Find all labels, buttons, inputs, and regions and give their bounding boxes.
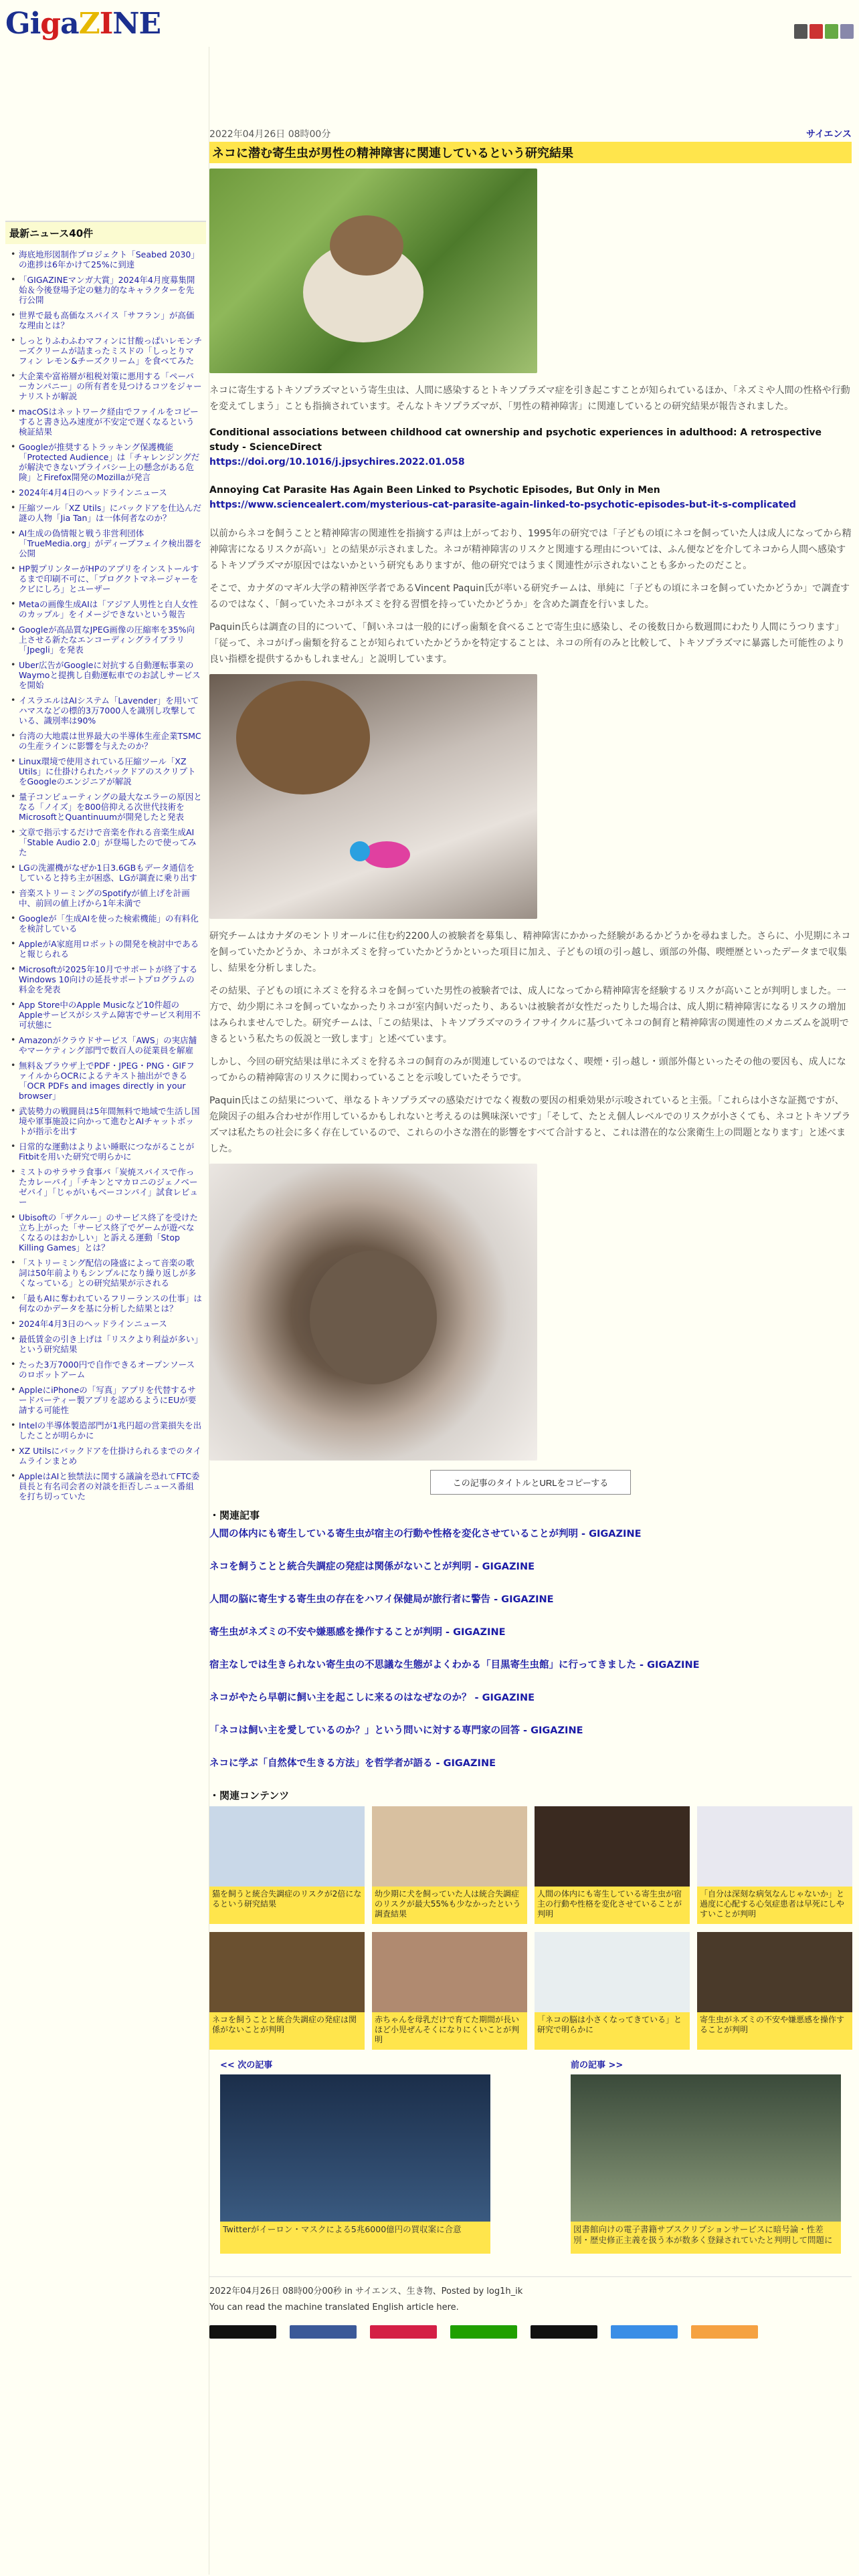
news-list-item[interactable]: • 無料＆ブラウザ上でPDF・JPEG・PNG・GIFファイルからOCRによるテキスト抽出ができる「OCR PDFs and images directly in your browser」 (5, 1058, 206, 1103)
header-icon-row (794, 24, 854, 39)
related-content-card[interactable] (372, 1806, 527, 1924)
article-meta (209, 127, 852, 140)
paragraph-3: そこで、カナダのマギル大学の精神医学者であるVincent Paquin氏が率いる研究チームは、単純に「子どもの頃にネコを飼っていたかどうか」で調査するのではなく、「飼っていたネコがネズミを狩る習慣を持っていたかどうか」を含めた調査を行いました。 (209, 583, 850, 610)
related-content-thumbnail[interactable] (372, 1806, 527, 1887)
user-icon[interactable] (840, 24, 854, 39)
news-list-item[interactable]: • AppleはAIと独禁法に関する議論を恐れてFTC委員長と有名司会者の対談を拒否しニュース番組を打ち切っていた (5, 1469, 206, 1504)
news-list-item[interactable]: • Metaの画像生成AIは「アジア人男性と白人女性のカップル」をイメージできないという報告 (5, 597, 206, 622)
news-list-item[interactable]: • 音楽ストリーミングのSpotifyが値上げを計画中、前回の値上げから1年未満で (5, 885, 206, 911)
related-content-thumbnail[interactable] (535, 1932, 690, 2012)
related-content-caption[interactable]: 幼少期に犬を飼っていた人は統合失調症のリスクが最大55%も少なかったという調査結果 (372, 1887, 527, 1924)
news-list-item[interactable]: • 海底地形図制作プロジェクト「Seabed 2030」の進捗は6年かけて25%に到達 (5, 247, 206, 272)
news-list-item[interactable]: • Googleが「生成AIを使った検索機能」の有料化を検討している (5, 911, 206, 936)
news-list-item[interactable]: • AppleにiPhoneの「写真」アプリを代替するサードパーティー製アプリを認めるようにEUが要請する可能性 (5, 1382, 206, 1418)
paragraph-2: 以前からネコを飼うことと精神障害の関連性を指摘する声は上がっており、1995年の研究では「子どもの頃にネコを飼っていた人は成人になってから精神障害になるリスクが高い」との結果が示されました。ネコが精神障害のリスクと関連する理由については、ふん便などを介してネコから人間へ感染するトキソプラズマが原因ではないかという研究もありますが、他の研究ではうまく関連性が示されないことも多かったのだこと。 (209, 528, 852, 571)
category-link[interactable]: サイエンス (805, 129, 852, 140)
related-content-thumbnail[interactable] (697, 1806, 852, 1887)
sidebar-heading: 最新ニュース40件 (5, 221, 206, 244)
source-reference-1 (209, 425, 852, 469)
latest-news-list (5, 244, 206, 1504)
bluesky-share-icon[interactable] (611, 2325, 678, 2339)
news-list-item[interactable]: • AI生成の偽情報と戦う非営利団体「TrueMedia.org」がディープフェイク検出器を公開 (5, 526, 206, 561)
hatena-share-icon[interactable] (691, 2325, 758, 2339)
source-reference-2 (209, 483, 852, 512)
related-content-card[interactable] (209, 1806, 365, 1924)
news-list-item[interactable]: • Uber広告がGoogleに対抗する自動運転事業のWaymoと提携し自動運転車でのお試しサービスを開始 (5, 657, 206, 693)
next-article-label[interactable]: << 次の記事 (220, 2060, 273, 2070)
news-list-item[interactable]: • LGの洗濯機がなぜか1日3.6GBもデータ通信をしていると持ち主が困惑、LGが調査に乗り出す (5, 860, 206, 885)
related-content-caption[interactable]: 猫を飼うと統合失調症のリスクが2倍になるという研究結果 (209, 1887, 365, 1924)
related-articles-heading: ・関連記事 (209, 1509, 260, 1521)
paragraph-intro: ネコに寄生するトキソプラズマという寄生虫は、人間に感染するとトキソプラズマ症を引き起こすことが知られているほか、「ネズミや人間の性格や行動を変えてしまう」ことも指摘されています。そんなトキソプラズマが、「男性の精神障害」に関連しているとの研究結果が報告されました。 (209, 385, 850, 412)
news-list-item[interactable]: • イスラエルはAIシステム「Lavender」を用いてハマスなどの標的3万7000人を識別し攻撃している、識別率は90% (5, 693, 206, 728)
footer-posted-line: 2022年04月26日 08時00分00秒 in サイエンス、生き物、Posted by log1h_ik (209, 2286, 523, 2296)
news-list-item[interactable]: • しっとりふわふわマフィンに甘酸っぱいレモンチーズクリームが詰まったミスドの「しっとりマフィン レモン&チーズクリーム」を食べてみた (5, 333, 206, 368)
news-list-item[interactable]: • Googleが高品質なJPEG画像の圧縮率を35%向上させる新たなエンコーディングライブラリ「Jpegli」を発表 (5, 622, 206, 657)
footer-english-line[interactable]: You can read the machine translated English article here. (209, 2302, 459, 2313)
news-list-item[interactable]: • Microsoftが2025年10月でサポートが終了するWindows 10向けの延長サポートプログラムの料金を発表 (5, 962, 206, 997)
related-article-link[interactable]: 人間の脳に寄生する寄生虫の存在をハワイ保健局が旅行者に警告 - GIGAZINE (209, 1594, 554, 1605)
related-content-heading: ・関連コンテンツ (209, 1790, 290, 1802)
related-content-caption[interactable]: ネコを飼うことと統合失調症の発症は関係がないことが判明 (209, 2012, 365, 2050)
site-header (0, 0, 859, 48)
calico-cat-photo (209, 169, 537, 373)
news-list-item[interactable]: • 台湾の大地震は世界最大の半導体生産企業TSMCの生産ラインに影響を与えたのか？ (5, 728, 206, 754)
news-list-item[interactable]: • 最低賃金の引き上げは「リスクより利益が多い」という研究結果 (5, 1331, 206, 1357)
news-list-item[interactable]: • AppleがA家庭用ロボットの開発を検討中であると報じられる (5, 936, 206, 962)
related-content-card[interactable] (535, 1932, 690, 2050)
news-list-item[interactable]: • 圧縮ツール「XZ Utils」にバックドアを仕込んだ謎の人物「Jia Tan」は一体何者なのか？ (5, 500, 206, 526)
article-footer (209, 2276, 852, 2339)
x-share-icon[interactable] (209, 2325, 276, 2339)
news-list-item[interactable]: • Googleが推奨するトラッキング保護機能「Protected Audience」は「チャレンジングだが解決できないプライバシー上の懸念がある危険」とFirefox開発のMozillaが発言 (5, 439, 206, 485)
gigazine-logo[interactable]: GigaZINE (5, 7, 161, 41)
previous-article-label[interactable]: 前の記事 >> (571, 2060, 624, 2070)
tabby-cat-in-pot-photo (209, 1164, 537, 1461)
news-list-item[interactable]: • ミストのサラサラ食事パ「炭焼スパイスで作ったカレーパイ」「チキンとマカロニのジェノベーゼパイ」「じゃがいもベーコンパイ」試食レビュー (5, 1164, 206, 1210)
next-article[interactable] (220, 2058, 490, 2254)
news-list-item[interactable]: • 2024年4月3日のヘッドラインニュース (5, 1316, 206, 1331)
paragraph-7: しかし、今回の研究結果は単にネズミを狩るネコの飼育のみが関連しているのではなく、喫煙・引っ越し・頭部外傷といったその他の要因も、成人になってからの精神障害のリスクに関わっていることを示唆していたそうです。 (209, 1057, 846, 1083)
related-content-caption[interactable]: 「ネコの脳は小さくなってきている」と研究で明らかに (535, 2012, 690, 2050)
related-content-thumbnail[interactable] (372, 1932, 527, 2012)
next-article-caption[interactable]: Twitterがイーロン・マスクによる5兆6000億円の買収案に合意 (220, 2222, 490, 2254)
copy-title-url-button[interactable]: この記事のタイトルとURLをコピーする (430, 1470, 631, 1495)
related-articles-list (209, 1526, 852, 1769)
previous-article-thumbnail[interactable] (571, 2074, 841, 2222)
paragraph-6: その結果、子どもの頃にネズミを狩るネコを飼っていた男性の被験者では、成人になってから精神障害を経験するリスクが高いことが判明しました。一方で、幼少期にネコを飼っていなかったりネコが室内飼いだったり、あるいは被験者が女性だったりした場合は、成人期に精神障害になるリスクの増加はみられませんでした。研究チームは、「この結果は、トキソプラズマのライフサイクルに基づいてネコの飼育と精神障害の関連性のメカニズムを説明できるという私たちの仮説と一致します」と述べています。 (209, 986, 849, 1045)
news-list-item[interactable]: • 日常的な運動はよりよい睡眠につながることがFitbitを用いた研究で明らかに (5, 1139, 206, 1164)
paragraph-4: Paquin氏らは調査の目的について、「飼いネコは一般的にげっ歯類を食べることで寄生虫に感染し、その後数日から数週間にわたり人間にうつります」「従って、ネコがげっ歯類を狩ることが知られていたかどうかを特定することは、ネコの所有のみと比較して、トキソプラズマに暴露した可能性のより良い指標を提供するかもしれません」と説明しています。 (209, 622, 846, 665)
source-title-2: Annoying Cat Parasite Has Again Been Linked to Psychotic Episodes, But Only in Men (209, 485, 660, 496)
rss-icon[interactable] (825, 24, 838, 39)
related-content-card[interactable] (372, 1932, 527, 2050)
facebook-share-icon[interactable] (290, 2325, 357, 2339)
news-list-item[interactable]: • 量子コンピューティングの最大なエラーの原因となる「ノイズ」を800倍抑える次世代技術をMicrosoftとQuantinuumが開発したと発表 (5, 789, 206, 825)
news-list-item[interactable]: • Ubisoftの「ザクルー」のサービス終了を受けた立ち上がった「サービス終了でゲームが遊べなくなるのはおかしい」と訴える運動「Stop Killing Games」とは？ (5, 1210, 206, 1255)
news-list-item[interactable]: • 2024年4月4日のヘッドラインニュース (5, 485, 206, 500)
related-content-caption[interactable]: 「自分は深刻な病気なんじゃないか」と過度に心配する心気症患者は早死にしやすいことが判明 (697, 1887, 852, 1924)
related-content-grid (209, 1806, 852, 2050)
related-content-thumbnail[interactable] (535, 1806, 690, 1887)
news-list-item[interactable]: • 「最もAIに奪われているフリーランスの仕事」は何なのかデータを基に分析した結果とは？ (5, 1291, 206, 1316)
menu-icon[interactable] (794, 24, 807, 39)
related-content-thumbnail[interactable] (209, 1806, 365, 1887)
pocket-share-icon[interactable] (370, 2325, 437, 2339)
news-list-item[interactable]: • 「ストリーミング配信の隆盛によって音楽の歌詞は50年前よりもシンプルになり繰り返しが多くなっている」との研究結果が示される (5, 1255, 206, 1291)
cat-with-toy-mouse-photo (209, 674, 537, 919)
next-article-thumbnail[interactable] (220, 2074, 490, 2222)
news-list-item[interactable]: • 武装勢力の戦闘員は5年間無料で地域で生活し国境や軍事施設に向かって進むとAIチャットボットが指示を出す (5, 1103, 206, 1139)
source-link-2[interactable]: https://www.sciencealert.com/mysterious-cat-parasite-again-linked-to-psychotic-episodes-but-it-s-complicated (209, 500, 796, 510)
related-content-card[interactable] (535, 1806, 690, 1924)
related-content-card[interactable] (697, 1932, 852, 2050)
related-article-link[interactable]: 「ネコは飼い主を愛しているのか？」という問いに対する専門家の回答 - GIGAZINE (209, 1725, 583, 1736)
news-list-item[interactable]: • Intelの半導体製造部門が1兆円超の営業損失を出したことが明らかに (5, 1418, 206, 1443)
related-article-link[interactable]: ネコに学ぶ「自然体で生きる方法」を哲学者が語る - GIGAZINE (209, 1758, 496, 1769)
related-article-link[interactable]: ネコがやたら早朝に飼い主を起こしに来るのはなぜなのか？ - GIGAZINE (209, 1693, 535, 1703)
paragraph-5: 研究チームはカナダのモントリオールに住む約2200人の被験者を募集し、精神障害にかかった経験があるかどうかを尋ねました。さらに、小児期にネコを飼っていたかどうか、ネコがネズミを狩っていたかどうかといった項目に加え、子どもの頃の引っ越し、頭部の外傷、喫煙歴といったデータまで収集し、結果を分析しました。 (209, 931, 851, 974)
related-article-link[interactable]: 寄生虫がネズミの不安や嫌悪感を操作することが判明 - GIGAZINE (209, 1627, 506, 1638)
related-article-link[interactable]: 人間の体内にも寄生している寄生虫が宿主の行動や性格を変化させていることが判明 - GIGAZINE (209, 1529, 642, 1539)
paragraph-8: Paquin氏はこの結果について、単なるトキソプラズマの感染だけでなく複数の要因の相乗効果が示唆されていると主張。「これらは小さな証拠ですが、危険因子の組み合わせが作用しているかもしれないと考えるのは興味深いです」「そして、たとえ個人レベルでのリスクが小さくても、ネコとトキソプラズマは私たちの社会に多く存在しているので、これらの小さな潜在的影響をすべて合計すると、これは潜在的な公衆衛生上の問題となります」と述べました。 (209, 1095, 851, 1154)
threads-share-icon[interactable] (531, 2325, 597, 2339)
previous-article[interactable] (571, 2058, 841, 2254)
previous-article-caption[interactable]: 図書館向けの電子書籍サブスクリプションサービスに暗号論・性差別・歴史修正主義を扱う本が数多く登録されていたと判明して問題に (571, 2222, 841, 2254)
news-list-item[interactable]: • 「GIGAZINEマンガ大賞」2024年4月度募集開始＆今後登場予定の魅力的なキャラクターを先行公開 (5, 272, 206, 308)
source-title-1: Conditional associations between childhood cat ownership and psychotic experiences in adulthood: A retrospective study - ScienceDirect (209, 427, 822, 453)
share-buttons (209, 2325, 852, 2339)
news-list-item[interactable]: • macOSはネットワーク経由でファイルをコピーすると書き込み速度が不安定で遅くなるという検証結果 (5, 404, 206, 439)
news-list-item[interactable]: • Linux環境で使用されている圧縮ツール「XZ Utils」に仕掛けられたバックドアのスクリプトをGoogleのエンジニアが解説 (5, 754, 206, 789)
news-list-item[interactable]: • HP製プリンターがHPのアプリをインストールするまで印刷不可に、「プログクトマネージャーをクビにしろ」とユーザー (5, 561, 206, 597)
news-list-item[interactable]: • App Store中のApple Musicなど10件超のAppleサービスがシステム障害でサービス利用不可状態に (5, 997, 206, 1033)
news-list-item[interactable]: • 世界で最も高価なスパイス「サフラン」が高価な理由とは？ (5, 308, 206, 333)
article-title: ネコに潜む寄生虫が男性の精神障害に関連しているという研究結果 (209, 142, 852, 163)
related-content-thumbnail[interactable] (209, 1932, 365, 2012)
news-list-item[interactable]: • 大企業や富裕層が租税対策に悪用する「ペーパーカンパニー」の所有者を見つけるコツをジャーナリストが解説 (5, 368, 206, 404)
related-content-caption[interactable]: 寄生虫がネズミの不安や嫌悪感を操作することが判明 (697, 2012, 852, 2050)
news-list-item[interactable]: • たった3万7000円で自作できるオープンソースのロボットアーム (5, 1357, 206, 1382)
shop-icon[interactable] (809, 24, 823, 39)
main-content (209, 47, 852, 2575)
sidebar (5, 221, 206, 1504)
related-article-link[interactable]: ネコを飼うことと統合失調症の発症は関係がないことが判明 - GIGAZINE (209, 1562, 535, 1572)
related-content-caption[interactable]: 人間の体内にも寄生している寄生虫が宿主の行動や性格を変化させていることが判明 (535, 1887, 690, 1924)
related-content-caption[interactable]: 赤ちゃんを母乳だけで育てた期間が長いほど小児ぜんそくになりにくいことが判明 (372, 2012, 527, 2050)
news-list-item[interactable]: • XZ Utilsにバックドアを仕掛けられるまでのタイムラインまとめ (5, 1443, 206, 1469)
prev-next-nav (209, 2058, 852, 2254)
related-content-card[interactable] (209, 1932, 365, 2050)
related-content-thumbnail[interactable] (697, 1932, 852, 2012)
article-date: 2022年04月26日 08時00分 (209, 129, 331, 140)
related-article-link[interactable]: 宿主なしでは生きられない寄生虫の不思議な生態がよくわかる「目黒寄生虫館」に行ってきました - GIGAZINE (209, 1660, 700, 1671)
source-link-1[interactable]: https://doi.org/10.1016/j.jpsychires.2022.01.058 (209, 457, 465, 467)
related-content-card[interactable] (697, 1806, 852, 1924)
news-list-item[interactable]: • Amazonがクラウドサービス「AWS」の実店舗やマーケティング部門で数百人の従業員を解雇 (5, 1033, 206, 1058)
news-list-item[interactable]: • 文章で指示するだけで音楽を作れる音楽生成AI「Stable Audio 2.0」が登場したので使ってみた (5, 825, 206, 860)
line-share-icon[interactable] (450, 2325, 517, 2339)
